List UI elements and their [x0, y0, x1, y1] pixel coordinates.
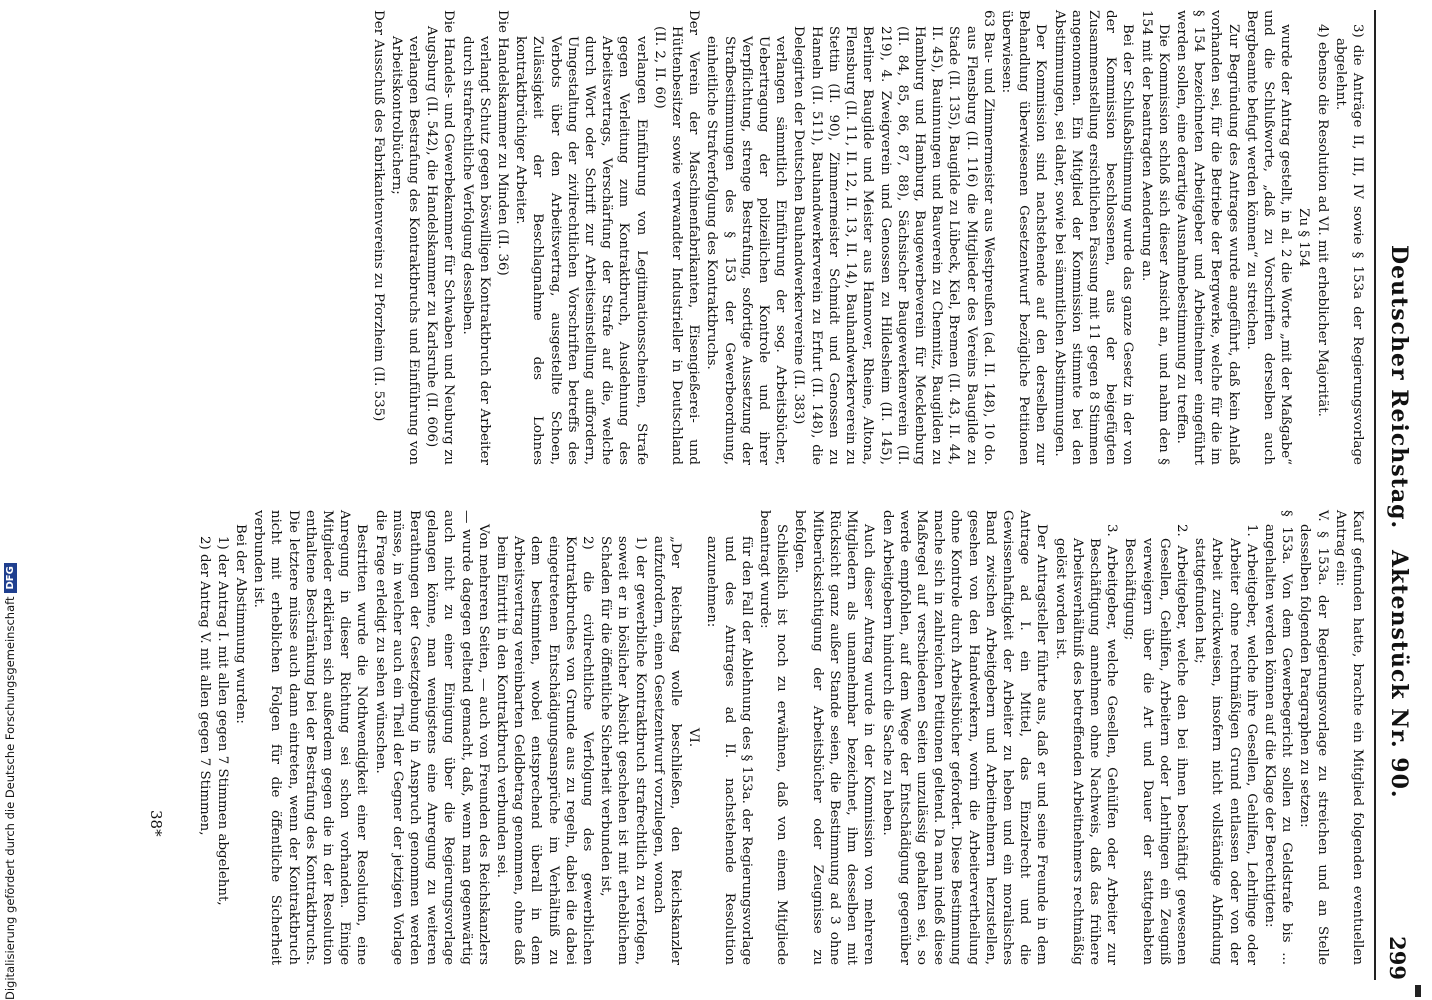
right-column-paragraph: VI.	[686, 727, 702, 748]
left-column-paragraph: verlangen sämmtlich Einführung der sog. Arbeitsbücher, Uebertragung der polizeilichen Kontrole und ihrer Verpflichtung, strenge Bestrafung, sofortige Aussetzung der Strafbestimmungen des § 153 der Gewerbeordnung, einheitliche Strafverfolgung des Kontraktbruchs.	[704, 36, 789, 465]
header-anlage: Aktenstück Nr. 90.	[1386, 550, 1412, 799]
right-column-paragraph: 1) der gewerbliche Kontraktbruch strafrechtlich zu verfolgen, soweit er in böslicher Absicht geschehen ist mit erheblichem Schaden für die öffentliche Sicherheit verbunden ist,	[598, 536, 648, 965]
right-column-paragraph: Bestritten wurde die Nothwendigkeit einer Resolution, eine Anregung in dieser Richtung sei schon vorhanden. Einige Mitglieder erklärten sich außerdem gegen die in der Resolution enthaltene Beschränkung bei der Bestrafung des Kontraktbruchs. Die letztere müsse auch dann eintreten, wenn der Kontraktbruch nicht mit erheblichen Folgen für die öffentliche Sicherheit verbunden ist.	[251, 510, 370, 965]
left-column-paragraph: 63 Bau- und Zimmermeister aus Westpreußen (ad. II. 148), 10 do. aus Flensburg (II. 116) die Mitglieder des Vereins Baugilde zu Stade (II. 135), Baugilde zu Lübeck, Kiel, Bremen (II. 43, II. 44, II. 45), Bauinnungen und Bauverein zu Chemnitz, Baugilden zu Hamburg und Hamburg, Baugewerbeverein für Mecklenburg (II. 84, 85, 86, 87, 88), Sächsischer Baugewerkenverein (II. 219), 4. Zweigverein und Genossen zu Hildesheim (II. 145), Berliner Baugilde und Meister aus Hannover, Rheine, Altona, Flensburg (II. 11, II. 12, II. 13, II. 14), Bauhandwerkerverein zu Stettin (II. 90), Zimmermeister Schmidt und Genossen zu Hameln (II. 511), Bauhandwerkerverein zu Erfurt (II. 148), die Delegirten der Deutschen Bauhandwerkervereine (II. 383)	[791, 10, 996, 465]
left-column-paragraph: Die Handelskammer zu Minden (II. 36)	[495, 10, 511, 276]
page-number: 299	[1385, 936, 1410, 980]
signature-mark: 38*	[147, 810, 165, 837]
left-column-paragraph: Zu § 154	[1296, 208, 1312, 267]
left-column-paragraph: Der Ausschuß des Fabrikantenvereins zu Pforzheim (II. 535)	[370, 10, 386, 422]
left-column-paragraph: 3) die Anträge II, III, IV sowie § 153a der Regierungsvorlage abgelehnt.	[1332, 24, 1365, 465]
right-column-paragraph: 1. Arbeitgeber, welche ihre Gesellen, Gehilfen, Lehrlinge oder Arbeiter ohne rechtmäßigen Grund entlassen oder von der Arbeit zurückweisen, insofern nicht vollständige Abfindung stattgefunden hat;	[1192, 524, 1259, 965]
header-title: Deutscher Reichstag.	[1386, 245, 1412, 530]
right-column-paragraph: 2. Arbeitgeber, welche den bei ihnen beschäftigt gewesenen Gesellen, Gehilfen, Arbeitern oder Lehrlingen ein Zeugniß verweigern über die Art und Dauer der stattgehabten Beschäftigung;	[1122, 524, 1189, 965]
left-column-paragraph: Der Kommission sind nachstehende auf den derselben zur Behandlung überwiesenen Gesetzentwurf bezügliche Petitionen überwiesen:	[998, 10, 1049, 465]
right-column-paragraph: 1) der Antrag I. mit allen gegen 7 Stimmen abgelehnt,	[214, 536, 230, 906]
left-column-paragraph: wurde der Antrag gestellt, in al. 2 die Worte „mit der Maßgabe“ und die Schlußworte, „daß zu Vorschriften derselben auch Bergbeamte befugt werden können“ zu streichen.	[1243, 10, 1294, 465]
right-column-paragraph: Auch dieser Antrag wurde in der Kommission von mehreren Mitgliedern als unannehmbar bezeichnet, ihm desselben mit Rücksicht ganz außer Stande seien, die Bestimmung ad 3 ohne Mitberücksichtigung der Arbeitsbücher oder Zeugnisse zu befolgen.	[792, 510, 877, 965]
left-column-paragraph: 4) ebenso die Resolution ad VI. mit erheblicher Majorität.	[1314, 24, 1330, 417]
right-column-paragraph: Schließlich ist noch zu erwähnen, daß von einem Mitgliede beantragt wurde:	[757, 510, 790, 965]
page-header	[1382, 10, 1412, 980]
header-rule	[1374, 10, 1376, 980]
left-column-paragraph: verlangen Einführung von Legitimationsscheinen, Strafe gegen Verleitung zum Kontraktbruch, Ausdehnung des Arbeitsvertrags, Verschärfung der Strafe auf die, welche durch Wort oder Schrift zur Arbeitseinstellung auffordern, Umgestaltung der zivilrechtlichen Vorschriften betreffs des Verbots über den Arbeitsvertrag, ausgestellte Schoen, Zulässigkeit der Beschlagnahme des Lohnes kontraktbrüchiger Arbeiter.	[513, 36, 649, 465]
right-column-paragraph: V. § 153a. der Regierungsvorlage zu streichen und an Stelle desselben folgenden Paragraphen zu setzen:	[1297, 510, 1330, 965]
left-column-paragraph: verlangen Bestrafung des Kontraktbruchs und Einführung von Arbeitskontrolbüchern;	[388, 36, 422, 465]
right-column-paragraph: § 153a. Von dem Gewerbegericht sollen zu Geldstrafe bis ... angehalten werden können auf die Klage der Berechtigten:	[1261, 510, 1295, 965]
dfg-logo: DFG	[4, 563, 17, 592]
right-column-paragraph: 2) die civilrechtliche Verfolgung des gewerblichen Kontraktbruches von Grunde aus zu regeln, dabei die dabei eingetretenen Entschädigungsansprüche im Verhältniß zu dem bestimmten, wobei entsprechend überall in dem Arbeitsvertrag vereinbarten Geldbetrag genommen, ohne daß beim Eintritt in den Kontraktbruch verbunden sei.	[494, 536, 596, 965]
left-column-paragraph: verlangt Schutz gegen böswilligen Kontraktbruch der Arbeiter durch strafrechtliche Verfolgung desselben.	[459, 36, 492, 465]
right-column-paragraph: Der Antragsteller führte aus, daß er und seine Freunde in dem Antrage ad I. ein Mittel, das Einzelrecht und die Gewissenhaftigkeit der Arbeiter zu heben und ein moralisches Band zwischen Arbeitgebern und Arbeitnehmern herzustellen, gesehen von den Handwerkern, worin die Arbeitervertheilung ohne Kontrole durch Arbeitsbücher gefordert. Diese Bestimmung mache sich in zahlreichen Petitionen geltend. Da man indeß diese Maßregel auf verschiedenen Seiten unzulässig gehalten sei, so werde empfohlen, auf dem Wege der Entschädigung gegenüber den Arbeitgebern hindurch die Sache zu heben.	[879, 510, 1050, 965]
scan-edge-mark	[1415, 985, 1421, 997]
left-column	[368, 10, 1366, 465]
right-column-paragraph: 2) der Antrag V. mit allen gegen 7 Stimmen,	[196, 536, 212, 836]
right-column-paragraph: für den Fall der Ablehnung des § 153a. der Regierungsvorlage und des Antrages ad II. nachstehende Resolution anzunehmen:	[704, 536, 754, 965]
left-column-paragraph: Der Verein der Maschinenfabrikanten, Eisengießerei- und Hüttenbesitzer sowie verwandter Industrieller in Deutschland (II. 2, II. 60)	[651, 10, 702, 465]
left-column-paragraph: Die Handels- und Gewerbekammer für Schwaben und Neuburg zu Augsburg (II. 542), die Handelskammer zu Karlsruhe (II. 606)	[424, 10, 457, 465]
right-column-paragraph: Bei der Abstimmung wurden:	[233, 524, 248, 724]
right-column-paragraph: Von mehreren Seiten, — auch von Freunden des Reichskanzlers — wurde dagegen geltend gemacht, daß, wenn man gegenwärtig auch nicht zu einer Einigung über die Regierungsvorlage gelangen könne, man wenigstens eine Anregung zu weiteren Berathungen der Gesetzgebung in Anspruch genommen werden müsse, in welcher auch ein Theil der Gegner der jetzigen Vorlage die Frage erledigt zu sehen wünschen.	[372, 510, 491, 965]
right-column	[194, 510, 1366, 965]
left-column-paragraph: Die Kommission schloß sich dieser Ansicht an, und nahm den § 154 mit der beantragten Aenderung an.	[1138, 10, 1171, 465]
left-column-paragraph: Zur Begründung des Antrages wurde angeführt, daß kein Anlaß vorhanden sei, für die Betriebe der Bergwerke, welche für die im § 154 bezeichneten Arbeitgeber und Arbeitnehmer eingeführt werden sollen, eine derartige Ausnahmebestimmung zu treffen.	[1173, 10, 1241, 465]
scanned-page	[120, 0, 1420, 1000]
right-column-paragraph: Kauf gefunden hatte, brachte ein Mitglied folgenden eventuellen Antrag ein:	[1332, 510, 1365, 965]
right-column-paragraph: 3. Arbeitgeber, welche Gesellen, Gehülfen oder Arbeiter zur Beschäftigung annehmen ohne Nachweis, daß das frühere Arbeitsverhältniß des betreffenden Arbeitnehmers rechtmäßig gelöst worden ist.	[1052, 524, 1120, 965]
left-column-paragraph: Bei der Schlußabstimmung wurde das ganze Gesetz in der von der Kommission beschlossenen, aus der beigefügten Zusammenstellung ersichtlichen Fassung mit 11 gegen 8 Stimmen angenommen. Ein Mitglied der Kommission stimmte bei den Abstimmungen, sei daher, sowie bei sämmtlichen Abstimmungen.	[1051, 10, 1136, 465]
attribution-text: Digitalisierung gefördert durch die Deutsche Forschungsgemeinschaft	[3, 596, 17, 1000]
digitization-attribution	[0, 0, 20, 1000]
right-column-paragraph: „Der Reichstag wolle beschließen, den Reichskanzler aufzufordern, einen Gesetzentwurf vorzulegen, wonach	[650, 536, 684, 965]
